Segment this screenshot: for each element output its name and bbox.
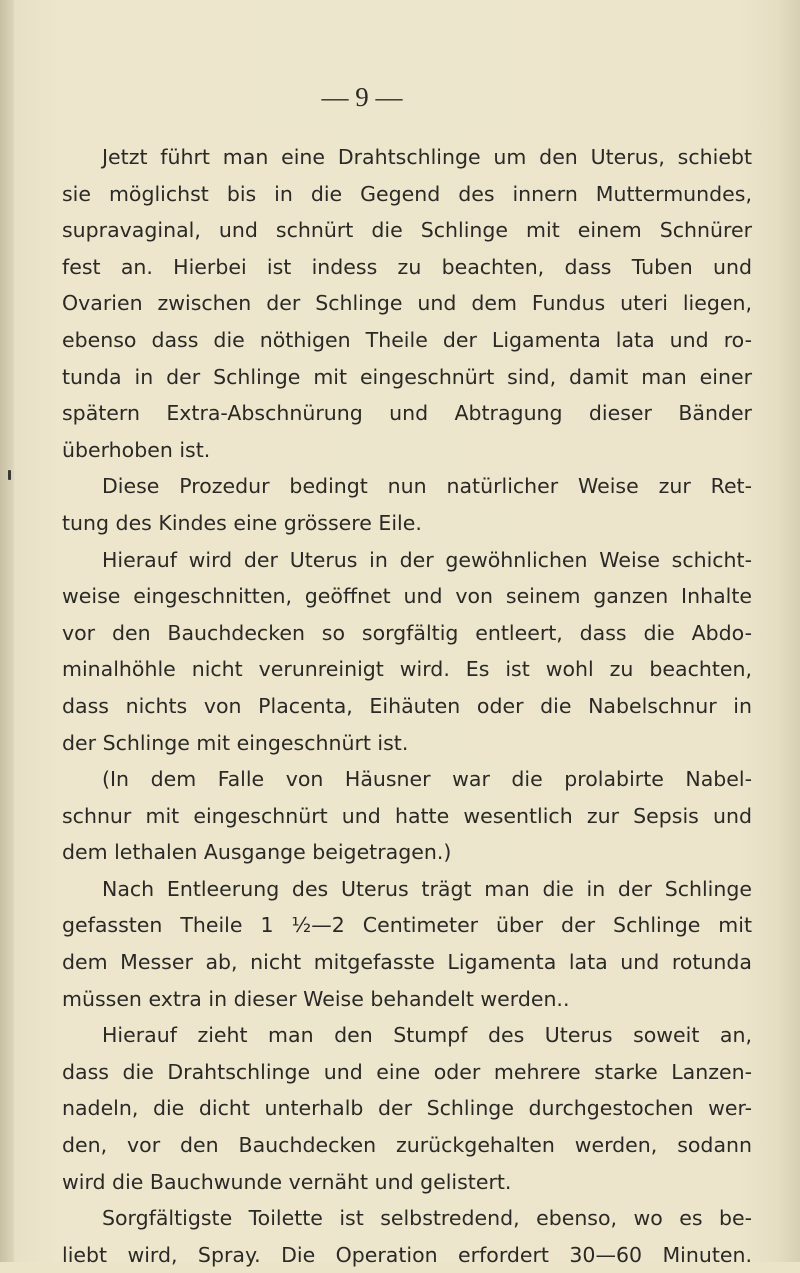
text-line: (In dem Falle von Häusner war die prolabirte Nabel- (102, 767, 752, 792)
text-line: sie möglichst bis in die Gegend des innern Muttermundes, (62, 181, 752, 206)
text-line: weise eingeschnitten, geöffnet und von seinem ganzen Inhalte (62, 584, 752, 609)
text-line: dem Messer ab, nicht mitgefasste Ligamenta lata und rotunda (62, 950, 752, 975)
page-number: — 9 — (321, 82, 403, 112)
text-line: Sorgfältigste Toilette ist selbstredend, ebenso, wo es be- (102, 1206, 752, 1231)
text-line: müssen extra in dieser Weise behandelt werden.. (62, 986, 570, 1011)
text-line: der Schlinge mit eingeschnürt ist. (62, 730, 409, 755)
text-line: supravaginal, und schnürt die Schlinge mit einem Schnürer (62, 218, 752, 243)
text-line: ebenso dass die nöthigen Theile der Ligamenta lata und ro- (62, 327, 752, 352)
body-text (62, 139, 752, 1273)
text-line: Jetzt führt man eine Drahtschlinge um den Uterus, schiebt (102, 145, 752, 169)
text-line: dass nichts von Placenta, Eihäuten oder die Nabelschnur in (62, 693, 752, 718)
text-line: vor den Bauchdecken so sorgfältig entleert, dass die Abdo- (62, 620, 752, 645)
text-line: wird die Bauchwunde vernäht und gelistert. (62, 1169, 512, 1194)
text-line: tung des Kindes eine grössere Eile. (62, 510, 422, 535)
text-line: schnur mit eingeschnürt und hatte wesentlich zur Sepsis und (62, 803, 752, 828)
text-line: Diese Prozedur bedingt nun natürlicher Weise zur Ret- (102, 474, 752, 499)
text-line: minalhöhle nicht verunreinigt wird. Es ist wohl zu beachten, (62, 657, 752, 682)
text-line: tunda in der Schlinge mit eingeschnürt sind, damit man einer (62, 364, 752, 389)
text-line: Nach Entleerung des Uterus trägt man die in der Schlinge (102, 876, 752, 901)
text-line: gefassten Theile 1 ½—2 Centimeter über der Schlinge mit (62, 913, 752, 938)
text-line: Hierauf zieht man den Stumpf des Uterus soweit an, (102, 1023, 752, 1048)
text-line: fest an. Hierbei ist indess zu beachten, dass Tuben und (62, 254, 752, 279)
text-line: Hierauf wird der Uterus in der gewöhnlichen Weise schicht- (102, 547, 752, 572)
text-line: überhoben ist. (62, 437, 211, 462)
text-line: dass die Drahtschlinge und eine oder mehrere starke Lanzen- (62, 1059, 752, 1084)
text-line: spätern Extra-Abschnürung und Abtragung dieser Bänder (62, 401, 752, 426)
margin-mark (8, 470, 11, 480)
page-binding-edge (0, 0, 14, 1262)
text-line: den, vor den Bauchdecken zurückgehalten werden, sodann (62, 1133, 752, 1158)
text-line: Ovarien zwischen der Schlinge und dem Fundus uteri liegen, (62, 291, 752, 316)
text-line: liebt wird, Spray. Die Operation erfordert 30—60 Minuten. (62, 1242, 752, 1267)
text-line: nadeln, die dicht unterhalb der Schlinge durchgestochen wer- (62, 1096, 752, 1121)
text-line: dem lethalen Ausgange beigetragen.) (62, 840, 452, 865)
